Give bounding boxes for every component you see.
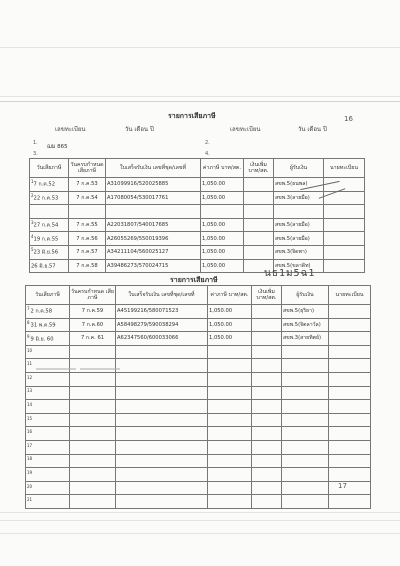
row-number: 13: [27, 388, 33, 394]
col-header: เงินเพิ่ม บาท/สต.: [252, 286, 282, 305]
extra-cell: [244, 191, 274, 205]
paid-date-cell: [26, 400, 70, 414]
paid-date-cell: [26, 427, 70, 441]
registrar-cell: [329, 318, 371, 332]
due-date-cell: 7 ก.ค.56: [69, 232, 106, 246]
registrar-cell: [329, 386, 371, 400]
table-row: [26, 318, 371, 332]
extra-cell: [252, 359, 282, 373]
due-date-cell: 7 ก.ค. 61: [70, 332, 116, 346]
due-date-cell: 7 ก.ค.54: [69, 191, 106, 205]
due-date-cell: [70, 427, 116, 441]
receiver-cell: สขพ.3(ลายมือ): [274, 191, 324, 205]
registrar-cell: [329, 495, 371, 509]
extra-cell: [252, 386, 282, 400]
receiver-cell: [282, 413, 329, 427]
paid-date: 9 มิ.ย. 60: [30, 336, 54, 343]
table-row: [26, 454, 371, 468]
tax-cell: [208, 468, 252, 482]
paid-date-cell: [30, 232, 69, 246]
receipt-cell: A17080054/530017761: [106, 191, 201, 205]
col-header: ค่าภาษี บาท/สต.: [208, 286, 252, 305]
receipt-cell: [116, 495, 208, 509]
reg-label-2: เลขทะเบียน: [230, 126, 261, 133]
extra-cell: [252, 318, 282, 332]
row-number: 3: [31, 220, 34, 226]
receipt-cell: A31099916/520025885: [106, 178, 201, 192]
receiver-cell: [282, 386, 329, 400]
receipt-cell: A45199216/580071523: [116, 305, 208, 319]
receipt-cell: [116, 440, 208, 454]
due-date-cell: [70, 468, 116, 482]
paid-date-cell: [26, 332, 70, 346]
table-row: [30, 191, 365, 205]
receiver-cell: [282, 495, 329, 509]
tax-cell: [208, 413, 252, 427]
paid-date-cell: [30, 191, 69, 205]
tax-cell: 1,050.00: [201, 191, 244, 205]
registrar-cell: [329, 345, 371, 359]
due-date-cell: [69, 205, 106, 219]
due-date-cell: [70, 413, 116, 427]
receipt-cell: [116, 454, 208, 468]
col-header: ผู้รับเงิน: [282, 286, 329, 305]
table-row: [26, 332, 371, 346]
col-header: วันครบกำหนด เสียภาษี: [70, 286, 116, 305]
date-label-1: วัน เดือน ปี: [125, 126, 154, 133]
row-number: 5: [31, 247, 34, 253]
due-date-cell: [70, 386, 116, 400]
tax-cell: [208, 454, 252, 468]
receiver-cell: [282, 359, 329, 373]
row-number: 15: [27, 415, 33, 421]
col-header: นายทะเบียน: [329, 286, 371, 305]
tax-cell: [208, 495, 252, 509]
receipt-cell: A39486273/570024715: [106, 259, 201, 273]
paid-date: 31 พ.ค.59: [30, 322, 56, 329]
paid-date-cell: [26, 359, 70, 373]
col-header: ใบเสร็จรับเงิน เลขที่ชุด/เลขที่: [106, 159, 201, 178]
row-number: 7: [27, 306, 30, 312]
section2-title: รายการเสียภาษี: [170, 276, 218, 284]
row-number: 10: [27, 347, 33, 353]
registrar-cell: [329, 427, 371, 441]
paid-date-cell: [30, 178, 69, 192]
receipt-cell: [116, 345, 208, 359]
strike-smudge: [36, 368, 76, 370]
registrar-cell: [324, 259, 365, 273]
scan-line: [0, 533, 400, 534]
due-date-cell: [70, 359, 116, 373]
paid-date-cell: [26, 318, 70, 332]
table-row: [26, 400, 371, 414]
table-row: [26, 386, 371, 400]
row-number: 14: [27, 402, 33, 408]
paid-date-cell: [26, 413, 70, 427]
paid-date-cell: [26, 305, 70, 319]
receiver-cell: สขพ.5(ลายมือ): [274, 232, 324, 246]
line-4-label: 4.: [205, 151, 210, 157]
receipt-cell: A58498279/590038294: [116, 318, 208, 332]
extra-cell: [244, 218, 274, 232]
extra-cell: [252, 468, 282, 482]
col-header: วันครบกำหนด เสียภาษี: [69, 159, 106, 178]
paid-date-cell: [26, 372, 70, 386]
due-date-cell: [70, 454, 116, 468]
col-header: วันเสียภาษี: [26, 286, 70, 305]
receiver-cell: สขพ.3(จิดพา): [274, 245, 324, 259]
tax-cell: [201, 205, 244, 219]
extra-cell: [244, 178, 274, 192]
line-1-value: ฌม 865: [47, 144, 68, 150]
tax-cell: [208, 372, 252, 386]
footer-page-number: 17: [338, 482, 347, 490]
due-date-cell: 7 ก.ค.55: [69, 218, 106, 232]
paid-date-cell: [30, 245, 69, 259]
registrar-cell: [329, 413, 371, 427]
table-row: [26, 440, 371, 454]
registrar-cell: [324, 245, 365, 259]
row-number: 1: [31, 179, 34, 185]
extra-cell: [252, 427, 282, 441]
receipt-cell: [116, 468, 208, 482]
table-row: [26, 468, 371, 482]
table-row: [30, 178, 365, 192]
reg-label-1: เลขทะเบียน: [55, 126, 86, 133]
row-number: 4: [31, 233, 34, 239]
tax-cell: [208, 400, 252, 414]
scan-line: [0, 520, 400, 521]
row-number: 19: [27, 470, 33, 476]
registrar-cell: [329, 454, 371, 468]
registrar-cell: [329, 372, 371, 386]
due-date-cell: [70, 400, 116, 414]
tax-table-1: [29, 158, 365, 273]
receiver-cell: [282, 454, 329, 468]
paid-date: 2 ก.ค.58: [30, 309, 53, 316]
row-number: 2: [31, 193, 34, 199]
scan-line: [0, 47, 400, 48]
extra-cell: [244, 245, 274, 259]
extra-cell: [244, 232, 274, 246]
extra-cell: [252, 400, 282, 414]
scan-line: [0, 96, 400, 97]
receipt-cell: [116, 427, 208, 441]
paid-date: 27 ก.ค.54: [33, 222, 59, 229]
due-date-cell: 7 ก.ค.60: [70, 318, 116, 332]
extra-cell: [252, 454, 282, 468]
receiver-cell: [282, 468, 329, 482]
receiver-cell: สขพ.5(ลายมือ): [274, 218, 324, 232]
due-date-cell: [70, 495, 116, 509]
receiver-cell: [282, 481, 329, 495]
due-date-cell: [70, 481, 116, 495]
col-header: ใบเสร็จรับเงิน เลขที่ชุด/เลขที่: [116, 286, 208, 305]
receipt-cell: [116, 386, 208, 400]
extra-cell: [252, 332, 282, 346]
row-number: 21: [27, 497, 33, 503]
receipt-cell: [116, 413, 208, 427]
table-row: [26, 413, 371, 427]
extra-cell: [252, 345, 282, 359]
paid-date-cell: [26, 481, 70, 495]
tax-cell: 1,050.00: [201, 259, 244, 273]
receiver-cell: สขพ.5(ธุริยา): [282, 305, 329, 319]
row-number: 18: [27, 456, 33, 462]
paid-date-cell: [26, 345, 70, 359]
receipt-cell: A22031807/540017685: [106, 218, 201, 232]
tax-cell: 1,050.00: [208, 332, 252, 346]
registrar-cell: [329, 332, 371, 346]
page-number: 16: [344, 115, 353, 123]
receipt-cell: [106, 205, 201, 219]
receiver-cell: [282, 427, 329, 441]
due-date-cell: 7 ก.ค.59: [70, 305, 116, 319]
paid-date: 7 ก.ค.52: [33, 182, 56, 189]
col-header: วันเสียภาษี: [30, 159, 69, 178]
receipt-cell: [116, 359, 208, 373]
paid-date-cell: [26, 468, 70, 482]
paid-date-cell: [30, 205, 69, 219]
tax-cell: [208, 345, 252, 359]
scan-line: [0, 101, 400, 102]
table-row: [26, 481, 371, 495]
tax-cell: 1,050.00: [208, 305, 252, 319]
receiver-cell: สขพ.5(ธนพล): [274, 178, 324, 192]
receiver-cell: [282, 345, 329, 359]
paid-date-cell: [30, 218, 69, 232]
receiver-cell: สขพ.5(จิตลาวัล): [282, 318, 329, 332]
col-header: ผู้รับเงิน: [274, 159, 324, 178]
registrar-cell: [329, 400, 371, 414]
table-row: [26, 305, 371, 319]
paid-date-cell: [26, 454, 70, 468]
tax-cell: 1,050.00: [201, 178, 244, 192]
date-label-2: วัน เดือน ปี: [298, 126, 327, 133]
receipt-cell: [116, 372, 208, 386]
table-row: [30, 205, 365, 219]
receiver-cell: สขพ.3(สายทิตย์): [282, 332, 329, 346]
due-date-cell: 7 ก.ค.58: [69, 259, 106, 273]
table-row: [26, 427, 371, 441]
table-row: [26, 359, 371, 373]
paid-date-cell: [26, 440, 70, 454]
receipt-cell: [116, 400, 208, 414]
tax-cell: 1,050.00: [201, 245, 244, 259]
due-date-cell: [70, 372, 116, 386]
row-number: 11: [27, 361, 33, 367]
tax-cell: [208, 427, 252, 441]
tax-cell: [208, 359, 252, 373]
receipt-cell: A34211104/560025127: [106, 245, 201, 259]
row-number: 17: [27, 442, 33, 448]
paid-date: 23 มิ.ย.56: [33, 250, 59, 257]
line-3-label: 3.: [33, 151, 38, 157]
row-number: 16: [27, 429, 33, 435]
table-row: [30, 232, 365, 246]
registrar-cell: [324, 205, 365, 219]
col-header: นายทะเบียน: [324, 159, 365, 178]
due-date-cell: [70, 440, 116, 454]
section1-title: รายการเสียภาษี: [168, 112, 216, 120]
registrar-cell: [329, 440, 371, 454]
handwritten-stamp-number: นธ1ม5ฉ1: [264, 268, 316, 279]
due-date-cell: [70, 345, 116, 359]
table-row: [26, 495, 371, 509]
col-header: ค่าภาษี บาท/สต.: [201, 159, 244, 178]
line-1-label: 1.: [33, 140, 38, 146]
table-row: [26, 372, 371, 386]
table-row: [26, 345, 371, 359]
paid-date-cell: [26, 495, 70, 509]
extra-cell: [252, 372, 282, 386]
paid-date-cell: [26, 386, 70, 400]
due-date-cell: 7 ก.ค.57: [69, 245, 106, 259]
receiver-cell: สขพ.5(ขลาดิท): [274, 259, 324, 273]
paid-date: 26 มิ.ย.57: [31, 263, 56, 270]
line-2-label: 2.: [205, 140, 210, 146]
strike-smudge: [80, 368, 120, 370]
scan-line: [0, 512, 400, 513]
receipt-cell: A62347560/600033066: [116, 332, 208, 346]
table-row: [30, 245, 365, 259]
tax-table-2: [25, 285, 371, 509]
paid-date: 19 ก.ค.55: [33, 236, 59, 243]
table-header: [26, 286, 371, 305]
due-date-cell: 7 ก.ค.53: [69, 178, 106, 192]
extra-cell: [252, 305, 282, 319]
receiver-cell: [282, 400, 329, 414]
registrar-cell: [324, 232, 365, 246]
tax-cell: 1,050.00: [201, 218, 244, 232]
tax-cell: [208, 386, 252, 400]
col-header: เงินเพิ่ม บาท/สต.: [244, 159, 274, 178]
row-number: 8: [27, 320, 30, 326]
extra-cell: [252, 481, 282, 495]
registrar-cell: [329, 481, 371, 495]
extra-cell: [252, 440, 282, 454]
row-number: 9: [27, 333, 30, 339]
table-row: [30, 218, 365, 232]
registrar-cell: [324, 218, 365, 232]
receiver-cell: [274, 205, 324, 219]
receiver-cell: [282, 440, 329, 454]
tax-cell: [208, 440, 252, 454]
registrar-cell: [329, 468, 371, 482]
extra-cell: [252, 413, 282, 427]
receiver-cell: [282, 372, 329, 386]
table-header: [30, 159, 365, 178]
registrar-cell: [329, 305, 371, 319]
extra-cell: [252, 495, 282, 509]
tax-cell: 1,050.00: [208, 318, 252, 332]
row-number: 12: [27, 374, 33, 380]
row-number: 20: [27, 483, 33, 489]
extra-cell: [244, 205, 274, 219]
tax-cell: [208, 481, 252, 495]
tax-cell: 1,050.00: [201, 232, 244, 246]
paid-date: 22 ก.ค.53: [33, 195, 59, 202]
receipt-cell: [116, 481, 208, 495]
paid-date-cell: [30, 259, 69, 273]
registrar-cell: [329, 359, 371, 373]
receipt-cell: A26055269/550019396: [106, 232, 201, 246]
